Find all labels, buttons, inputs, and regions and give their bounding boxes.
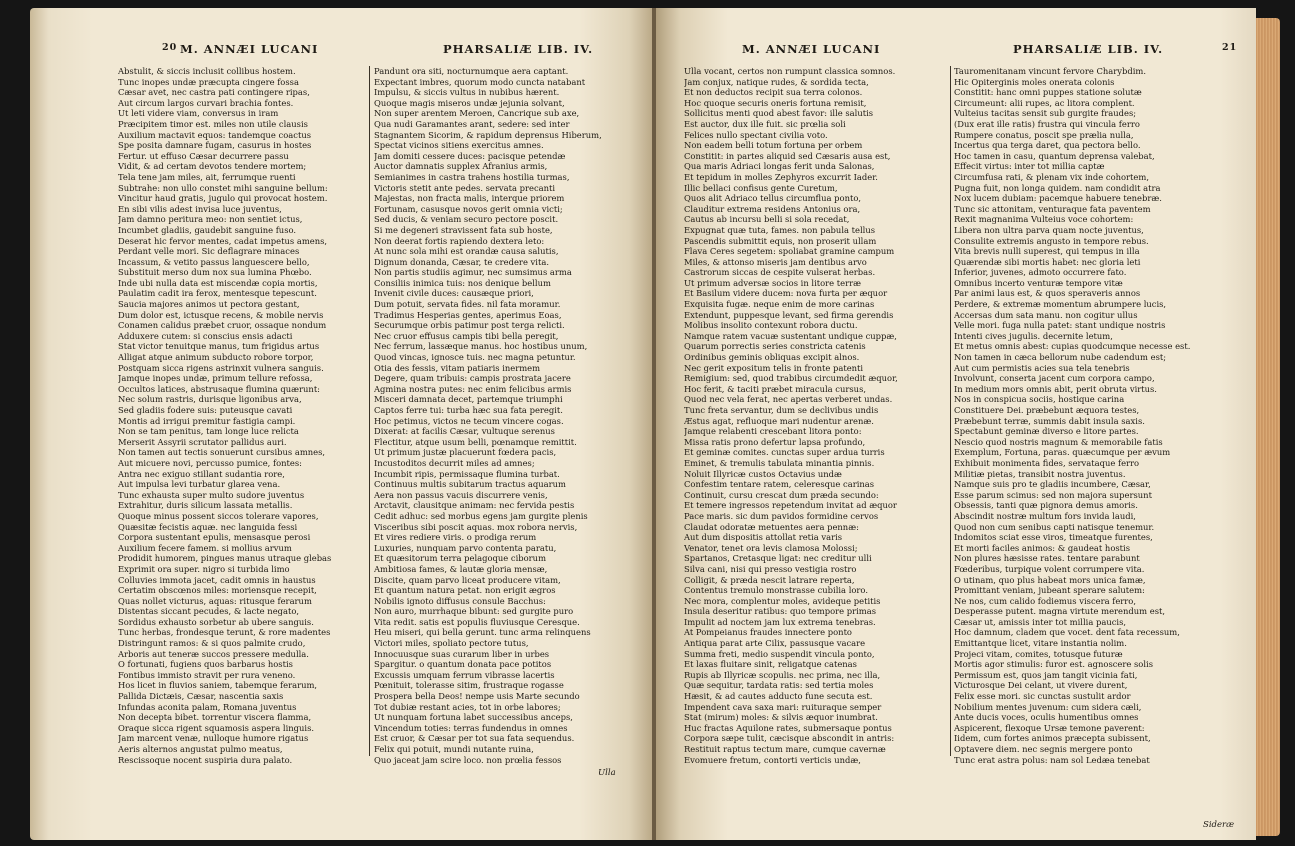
verse-line: Misceri damnata decet, partemque triumphi (374, 394, 563, 405)
verse-line: Sed gladiis fodere suis: puteusque cavati (118, 405, 293, 415)
column-rule (950, 66, 951, 756)
verse-line: Dum dolor est, ictusque recens, & mobile nervis (118, 309, 324, 320)
verse-line: Involvunt, conserta jacent cum corpora campo, (954, 373, 1155, 384)
verse-line: Cæsar ut, amissis inter tot millia paucis, (954, 616, 1127, 627)
verse-line: Non plures hæsisse rates. tentare parabunt (954, 553, 1140, 564)
verse-line: Si me degeneri stravissent fata sub hoste, (374, 224, 553, 235)
verse-line: Qua nudi Garamantes arant, sedere: sed inter (374, 118, 570, 129)
verse-line: Tunc freta servantur, dum se declivibus undis (684, 405, 879, 415)
verse-line: Non deerat fortis rapiendo dextera leto: (374, 235, 545, 246)
verse-line: Nescio quod nostris magnum & memorabile fatis (954, 436, 1163, 447)
verse-line: Ne nos, cum calido fodiemus viscera ferro, (954, 595, 1137, 606)
verse-line: Contentus tremulo monstrasse cubilia loro. (684, 585, 868, 596)
verse-line: Inde ubi nulla data est miscendæ copia mortis, (118, 277, 318, 288)
verse-line: Incustoditos decurrit miles ad amnes; (374, 457, 535, 468)
verse-line: Jam domiti cessere duces: pacisque petendæ (374, 150, 566, 161)
verse-line: Tela tene jam miles, ait, ferrumque ruenti (118, 171, 296, 182)
verse-line: Tunc herbas, frondesque terunt, & rore madentes (118, 627, 331, 638)
verse-line: Exhibuit monimenta fides, servataque ferro (954, 457, 1140, 468)
verse-line: Victurosque Dei celant, ut vivere durent, (954, 680, 1128, 691)
verse-line: Velle mori. fuga nulla patet: stant undique nostris (954, 320, 1166, 331)
verse-line: Insula deseritur ratibus: quo tempore primas (684, 606, 877, 617)
verse-line: Tunc sic attonitam, venturaque fata paventem (954, 203, 1151, 214)
verse-line: Corpora sustentant epulis, mensasque perosi (118, 532, 311, 543)
verse-line: Luxuries, nunquam parvo contenta paratu, (374, 542, 557, 553)
verse-line: Degere, quam tribuis: campis prostrata jacere (374, 373, 571, 384)
verse-line: Tradimus Hesperias gentes, aperimus Eoas, (374, 309, 562, 320)
verse-line: Omnibus incerto venturæ tempore vitæ (954, 277, 1123, 288)
verse-line: Restituit raptus tectum mare, cumque cavernæ (684, 744, 886, 754)
verse-line: Fœderibus, turpique volent corrumpere vita. (954, 563, 1145, 574)
verse-line: Constituere Dei. præbebunt æquora testes, (954, 405, 1140, 415)
verse-line: Consulite extremis angusto in tempore rebus. (954, 235, 1149, 246)
verse-line: Continuus multis subitarum tractus aquarum (374, 479, 566, 490)
verse-line: Hoc petimus, victos ne tecum vincere cogas. (374, 415, 564, 426)
verse-line: Hæsit, & ad cautes adducto fune secuta est. (684, 691, 873, 702)
verse-line: Clauditur extrema residens Antonius ora, (684, 203, 861, 214)
verse-line: Aut micuere novi, percusso pumice, fontes: (118, 457, 302, 468)
verse-line: Ante ducis voces, oculis humentibus omnes (954, 712, 1139, 723)
verse-line: Et laxas fluitare sinit, religatque catenas (684, 659, 857, 670)
verse-line: Antiqua parat arte Cilix, passusque vacare (684, 638, 866, 649)
verse-line: Et metus omnis abest: cupias quodcumque necesse est. (954, 341, 1191, 352)
verse-line: Jam conjux, natique rudes, & sordida tecta, (684, 76, 869, 87)
verse-line: Quos alit Adriaco tellus circumflua ponto, (684, 193, 862, 204)
verse-line: Mortis agor stimulis: furor est. agnoscere solis (954, 659, 1154, 670)
verse-line: At Pompeianus fraudes innectere ponto (684, 627, 852, 638)
verse-line: Stat (mirum) moles: & silvis æquor inumbrat. (684, 712, 878, 723)
right-header-author: M. ANNÆI LUCANI (742, 42, 881, 56)
verse-line: Quæ sequitur, tardata ratis: sed tertia moles (684, 680, 874, 691)
verse-line: Circumeunt: alii rupes, ac litora complent. (954, 97, 1135, 108)
verse-line: Discite, quam parvo liceat producere vitam, (374, 574, 561, 585)
verse-line: Colluvies immota jacet, cadit omnis in haustus (118, 574, 316, 585)
verse-line: Non partis studiis agimur, nec sumsimus arma (374, 267, 572, 278)
verse-line: Miles, & attonso miseris jam dentibus arvo (684, 256, 867, 267)
verse-line: Felix esse mori. sic cunctas sustulit ardor (954, 691, 1131, 702)
verse-line: Remigium: sed, quod trabibus circumdedit æquor, (684, 373, 898, 384)
verse-line: Rexit magnanima Vulteius voce cohortem: (954, 214, 1134, 225)
verse-line: Hoc ferit, & taciti præbet miracula cursus, (684, 383, 867, 394)
verse-line: Hos licet in fluvios saniem, tabemque ferarum, (118, 680, 318, 691)
verse-line: Cedit adhuc: sed morbus egens jam gurgite plenis (374, 510, 588, 521)
verse-line: Postquam sicca rigens astrinxit vulnera sanguis. (118, 362, 324, 373)
verse-line: Silva cani, nisi qui presso vestigia rostro (684, 563, 857, 574)
verse-line: Aut circum largos curvari brachia fontes. (118, 97, 294, 108)
verse-line: Victoris stetit ante pedes. servata precanti (374, 182, 556, 193)
verse-line: Missa ratis prono defertur lapsa profundo, (684, 436, 866, 447)
verse-line: Expectant imbres, quorum modo cuncta natabant (374, 76, 586, 87)
verse-line: Pandunt ora siti, nocturnumque aera captant. (374, 66, 569, 76)
verse-line: Par animi laus est, & quos speraveris annos (954, 288, 1141, 299)
verse-line: Vidit, & ad certam devotos tendere mortem; (118, 161, 307, 172)
verse-line: Eminet, & tremulis tabulata minantia pinnis. (684, 457, 875, 468)
left-header-title: PHARSALIÆ LIB. IV. (443, 42, 594, 56)
verse-line: Dignum donanda, Cæsar, te credere vita. (374, 256, 549, 267)
verse-line: Est cruor, & Cæsar per tot sua fata sequendus. (374, 733, 575, 744)
verse-line: Exquisita fugæ. neque enim de more carinas (684, 299, 875, 310)
verse-line: Sollicitus menti quod abest favor: ille salutis (684, 108, 874, 119)
verse-line: Spectat vicinos sitiens exercitus amnes. (374, 140, 544, 151)
verse-line: Arctavit, clausitque animam: nec fervida pestis (374, 500, 575, 511)
verse-line: Extendunt, puppesque levant, sed firma gerendis (684, 309, 894, 320)
verse-line: Et vires rediere viris. o prodiga rerum (374, 532, 537, 543)
verse-line: Promittant veniam, jubeant sperare salutem: (954, 585, 1145, 596)
verse-line: Perdant velle mori. Sic deflagrare minaces (118, 246, 300, 257)
verse-line: Noluit Illyricæ custos Octavius undæ (684, 468, 842, 479)
verse-line: Tauromenitanam vincunt fervore Charybdim. (954, 66, 1146, 76)
verse-line: Vincendum toties: terras fundendus in omnes (374, 722, 568, 733)
verse-line: Intenti cives jugulis. decernite letum, (954, 330, 1113, 341)
verse-line: Abstulit, & siccis inclusit collibus hostem. (118, 66, 296, 76)
verse-line: (Dux erat ille ratis) frustra qui vincula ferro (954, 118, 1140, 129)
verse-line: Ut primum justæ placuerunt fœdera pacis, (374, 447, 557, 458)
verse-line: Effecit virtus: inter tot millia captæ (954, 161, 1105, 172)
verse-line: Est auctor, dux ille fuit. sic prœlia soli (684, 118, 846, 129)
verse-line: Obsessis, tanti quæ pignora demus amoris. (954, 500, 1138, 511)
verse-line: Tunc erat astra polus: nam sol Ledæa tenebat (954, 754, 1150, 765)
verse-line: Jamque inopes undæ, primum tellure refossa, (118, 373, 313, 384)
verse-line: Excussis umquam ferrum vibrasse lacertis (374, 669, 555, 680)
verse-line: Ordinibus geminis obliquas excipit alnos. (684, 352, 860, 363)
verse-line: Pugna fuit, non longa quidem. nam condidit atra (954, 182, 1161, 193)
verse-line: Tunc inopes undæ præcupta cingere fossa (118, 76, 299, 87)
verse-line: Fortunam, casusque novos gerit omnia victi; (374, 203, 563, 214)
right-header-title: PHARSALIÆ LIB. IV. (1013, 42, 1164, 56)
verse-line: Huc fractas Aquilone rates, submersaque pontus (684, 722, 892, 733)
verse-line: Heu miseri, qui bella gerunt. tunc arma relinquens (374, 627, 591, 638)
verse-line: Hoc damnum, cladem que vocet. dent fata recessum, (954, 627, 1180, 638)
verse-line: Certatim obscœnos miles: moriensque recepit, (118, 585, 317, 596)
verse-line: Non se tam penitus, tam longe luce relicta (118, 426, 299, 437)
verse-line: Occultos latices, abstrusaque flumina quærunt: (118, 383, 321, 394)
verse-line: Abscindit nostræ multum fors invida laudi, (954, 510, 1136, 521)
verse-line: Colligit, & præda nescit latrare reperta, (684, 574, 855, 585)
page-edges (1256, 18, 1280, 836)
verse-line: Et Basilum videre ducem: nova furta per æquor (684, 288, 888, 299)
verse-line: Et quæsitorum terra pelagoque ciborum (374, 553, 547, 564)
verse-line: Accersas dum sata manu. non cogitur ullus (954, 309, 1138, 320)
verse-line: Non super arentem Meroen, Cancrique sub axe, (374, 108, 580, 119)
verse-line: Hic Opiterginis moles onerata colonis (954, 76, 1115, 87)
verse-line: Hoc tamen in casu, quantum deprensa valebat, (954, 150, 1155, 161)
verse-line: Non auro, murrhaque bibunt: sed gurgite puro (374, 606, 574, 617)
left-page (30, 8, 654, 840)
verse-line: Circumfusa rati, & plenam vix inde cohortem, (954, 171, 1149, 182)
verse-line: Nec cruor effusus campis tibi bella peregit, (374, 330, 559, 341)
verse-line: Stagnantem Sicorim, & rapidum deprensus Hiberum, (374, 129, 602, 140)
verse-line: Et quantum natura petat. non erigit ægros (374, 585, 556, 596)
left-page-header (30, 42, 654, 62)
verse-line: Nec solum rastris, durisque ligonibus arva, (118, 394, 302, 405)
verse-line: Nec gerit expositum telis in fronte patenti (684, 362, 864, 373)
verse-line: Constitit: in partes aliquid sed Cæsaris ausa est, (684, 150, 891, 161)
verse-line: Militiæ pietas, transibit nostra juventus. (954, 468, 1126, 479)
verse-line: Optavere diem. nec segnis mergere ponto (954, 744, 1133, 754)
verse-line: Paulatim cadit ira ferox, mentesque tepescunt. (118, 288, 317, 299)
verse-line: Fontibus immisto stravit per rura veneno. (118, 669, 296, 680)
verse-line: Nec ferrum, lassæque manus. hoc hostibus unum, (374, 341, 588, 352)
verse-line: Aut cum permistis acies sua tela tenebris (954, 362, 1130, 373)
verse-line: Antra nec exiguo stillant sudantia rore, (118, 468, 285, 479)
left-page-number: 20 (162, 42, 178, 53)
verse-line: Claudat odoratæ metuentes aera pennæ: (684, 521, 859, 532)
verse-line: Quod vincas, ignosce tuis. nec magna petuntur. (374, 352, 576, 363)
verse-line: Evomuere fretum, contorti verticis undæ, (684, 754, 861, 765)
verse-line: Et non deductos recipit sua terra colonos. (684, 87, 863, 98)
right-page-header (656, 42, 1256, 62)
verse-line: Alligat atque animum subducto robore torpor, (118, 352, 314, 363)
verse-line: Auxilium fecere famem. si mollius arvum (118, 542, 292, 553)
verse-line: Incassum, & vetito passus languescere bello, (118, 256, 310, 267)
left-page-column-2 (374, 66, 626, 765)
right-page (656, 8, 1256, 840)
verse-line: Vita brevis nulli superest, qui tempus in illa (954, 246, 1140, 257)
verse-line: Auxilium mactavit equos: tandemque coactus (118, 129, 312, 140)
verse-line: Spargitur. o quantum donata pace potitos (374, 659, 552, 670)
verse-line: Incumbit ripis, permissaque flumina turbat. (374, 468, 560, 479)
verse-line: Castrorum siccas de cespite vulserat herbas. (684, 267, 876, 278)
verse-line: Jam marcent venæ, nulloque humore rigatus (118, 733, 309, 744)
verse-line: Confestim tentare ratem, celeresque carinas (684, 479, 875, 490)
verse-line: Et geminæ comites. cunctas super ardua turris (684, 447, 885, 458)
verse-line: Non tamen in cæca bellorum nube cadendum est; (954, 352, 1167, 363)
verse-line: Præbebunt terræ, summis dabit insula saxis. (954, 415, 1145, 426)
verse-line: Perdere, & extremæ momentum abrumpere lucis, (954, 299, 1167, 310)
verse-line: Innocuusque suas curarum liber in urbes (374, 648, 550, 659)
verse-line: Incumbet gladiis, gaudebit sanguine fuso. (118, 224, 297, 235)
verse-line: Exprimit ora super. nigro si turbida limo (118, 563, 290, 574)
verse-line: Namque suis pro te gladiis incumbere, Cæsar, (954, 479, 1151, 490)
verse-line: O utinam, quo plus habeat mors unica famæ, (954, 574, 1146, 585)
verse-line: Impulit ad noctem jam lux extrema tenebras. (684, 616, 876, 627)
verse-line: Subtrahe: non ullo constet mihi sanguine bellum: (118, 182, 328, 193)
verse-line: Emittantque licet, vitare instantia nolim. (954, 638, 1127, 649)
verse-line: Aut dum dispositis attollat retia varis (684, 532, 843, 543)
verse-line: In medium mors omnis abit, perit obruta virtus. (954, 383, 1157, 394)
verse-line: Montis ad irrigui premitur fastigia campi. (118, 415, 296, 426)
verse-line: Captos ferre tui: turba hæc sua fata peregit. (374, 405, 563, 415)
verse-line: Conamen calidus præbet cruor, ossaque nondum (118, 320, 327, 331)
verse-line: Quas nollet victurus, aquas: ritusque ferarum (118, 595, 312, 606)
verse-line: Vulteius tacitas sensit sub gurgite fraudes; (954, 108, 1137, 119)
verse-line: Ut nunquam fortuna labet successibus anceps, (374, 712, 573, 723)
verse-line: Nox lucem dubiam: pacemque habuere tenebræ. (954, 193, 1162, 204)
verse-line: Prospera bella Deos! nempe usis Marte secundo (374, 691, 580, 702)
verse-line: Arboris aut teneræ succos pressere medulla. (118, 648, 309, 659)
verse-line: Stat victor tenuitque manus, tum frigidus artus (118, 341, 320, 352)
verse-line: Æstus agat, refluoque mari nudentur arenæ. (684, 415, 874, 426)
verse-line: Extrahitur, duris silicum lassata metallis. (118, 500, 293, 511)
right-page-column-2 (954, 66, 1236, 765)
verse-line: Quod nec vela ferat, nec apertas verberet undas. (684, 394, 893, 405)
verse-line: Desperasse putent. magna virtute merendum est, (954, 606, 1166, 617)
verse-line: Victori miles, spoliato pectore tutus, (374, 638, 529, 649)
verse-line: Tunc exhausta super multo sudore juventus (118, 489, 305, 500)
verse-line: Incertus qua terga daret, qua pectora bello. (954, 140, 1141, 151)
right-catchword: Sideræ (1203, 820, 1235, 830)
verse-line: Cautus ab incursu belli si sola recedat, (684, 214, 850, 225)
verse-line: Rupis ab Illyricæ scopulis. nec prima, nec illa, (684, 669, 881, 680)
verse-line: Adduxere cutem: si conscius ensis adacti (118, 330, 293, 341)
verse-line: Nobilium mentes juvenum: cum sidera cæli, (954, 701, 1142, 712)
verse-line: Præcipitem timor est. miles non utile clausis (118, 118, 308, 129)
verse-line: Aeris alternos angustat pulmo meatus, (118, 744, 283, 754)
verse-line: Pace maris. sic dum pavidos formidine cervos (684, 510, 879, 521)
verse-line: Pascendis submittit equis, non proserit ullam (684, 235, 877, 246)
verse-line: Fertur. ut effuso Cæsar decurrere passu (118, 150, 289, 161)
verse-line: Summa freti, medio suspendit vincula ponto, (684, 648, 875, 659)
verse-line: Infundas aconita palam, Romana juventus (118, 701, 297, 712)
verse-line: Spartanos, Cretasque ligat: nec creditur ulli (684, 553, 872, 564)
verse-line: Felix qui potuit, mundi nutante ruina, (374, 744, 534, 754)
verse-line: Vita redit. satis est populis fluviusque Ceresque. (374, 616, 580, 627)
verse-line: Vincitur haud gratis, jugulo qui provocat hostem. (118, 193, 328, 204)
verse-line: Nobilis ignoto diffusus consule Bacchus: (374, 595, 546, 606)
verse-line: Non eadem belli totum fortuna per orbem (684, 140, 863, 151)
verse-line: Flava Ceres segetem: spoliabat gramine campum (684, 246, 895, 257)
verse-line: Et temere ingressos repetendum invitat ad æquor (684, 500, 897, 511)
verse-line: Ut leti videre viam, conversus in iram (118, 108, 279, 119)
verse-line: Deserat hic fervor mentes, cadat impetus amens, (118, 235, 328, 246)
verse-line: Projeci vitam, comites, totusque futuræ (954, 648, 1123, 659)
verse-line: Exemplum, Fortuna, paras. quæcumque per ævum (954, 447, 1171, 458)
column-rule (369, 66, 370, 756)
verse-line: Felices nullo spectant civilia voto. (684, 129, 828, 140)
verse-line: Constitit: hanc omni puppes statione solutæ (954, 87, 1142, 98)
verse-line: Jam damno peritura meo: non sentiet ictus, (118, 214, 303, 225)
verse-line: Non tamen aut tectis sonuerunt cursibus amnes, (118, 447, 326, 458)
verse-line: Securumque orbis patimur post terga relicti. (374, 320, 565, 331)
open-book (30, 8, 1280, 840)
verse-line: O fortunati, fugiens quos barbarus hostis (118, 659, 293, 670)
verse-line: Merserit Assyrii scrutator pallidus auri. (118, 436, 287, 447)
verse-line: Quoque minus possent siccos tolerare vapores, (118, 510, 319, 521)
verse-line: Ambitiosa fames, & lautæ gloria mensæ, (374, 563, 548, 574)
verse-line: Expugnat quæ tuta, fames. non pabula tellus (684, 224, 876, 235)
verse-line: Agmina nostra putes: nec enim felicibus armis (374, 383, 572, 394)
right-page-number: 21 (1222, 42, 1238, 53)
verse-line: Spe posita damnare fugam, casurus in hostes (118, 140, 312, 151)
verse-line: At nunc sola mihi est orandæ causa salutis, (374, 246, 559, 257)
verse-line: Prodidit humorem, pingues manus utraque glebas (118, 553, 332, 564)
verse-line: Consiliis inimica tuis: nos denique bellum (374, 277, 551, 288)
verse-line: Impendent cava saxa mari: ruituraque semper (684, 701, 882, 712)
verse-line: Sed ducis, & veniam securo pectore poscit. (374, 214, 559, 225)
verse-line: Inferior, juvenes, admoto occurrere fato. (954, 267, 1127, 278)
verse-line: Spectabunt geminæ diverso e litore partes. (954, 426, 1139, 437)
verse-line: En sibi vilis adest invisa luce juventus, (118, 203, 282, 214)
verse-line: Quoque magis miseros undæ jejunia solvant, (374, 97, 565, 108)
verse-line: Qua maris Adriaci longas ferit unda Salonas, (684, 161, 875, 172)
verse-line: Libera non ultra parva quam nocte juventus, (954, 224, 1144, 235)
verse-line: Substituit merso dum nox sua lumina Phœbo. (118, 267, 312, 278)
verse-line: Corpora sæpe tulit, cæcisque abscondit in antris: (684, 733, 895, 744)
verse-line: Ut primum adversæ socios in litore terræ (684, 277, 861, 288)
verse-line: Semianimes in castra trahens hostilia turmas, (374, 171, 570, 182)
verse-line: Sordidus exhausto sorbetur ab ubere sanguis. (118, 616, 314, 627)
verse-line: Majestas, non fracta malis, interque priorem (374, 193, 565, 204)
verse-line: Aspicerent, flexoque Ursæ temone paverent: (954, 722, 1145, 733)
verse-line: Tot dubiæ restant acies, tot in orbe labores; (374, 701, 561, 712)
right-page-column-1 (684, 66, 944, 765)
verse-line: Iidem, cum fortes animos præcepta subissent, (954, 733, 1151, 744)
left-catchword: Ulla (598, 768, 616, 778)
verse-line: Auctor damnatis supplex Afranius armis, (374, 161, 548, 172)
verse-line: Rumpere conatus, poscit spe prælia nulla, (954, 129, 1134, 140)
verse-line: Ulla vocant, certos non rumpunt classica somnos. (684, 66, 896, 76)
verse-line: Oraque sicca rigent squamosis aspera linguis. (118, 722, 315, 733)
verse-line: Saucia majores animos ut pectora gestant, (118, 299, 300, 310)
verse-line: Pallida Dictæis, Cæsar, nascentia saxis (118, 691, 284, 702)
left-header-author: M. ANNÆI LUCANI (180, 42, 319, 56)
verse-line: Quæsitæ fecistis aquæ. nec languida fessi (118, 521, 298, 532)
verse-line: Nos in conspicua sociis, hostique carina (954, 394, 1125, 405)
verse-line: Nec mora, complentur moles, avideque petitis (684, 595, 881, 606)
verse-line: Hoc quoque securis oneris fortuna remisit, (684, 97, 867, 108)
verse-line: Permissum est, quos jam tangit vicinia fati, (954, 669, 1138, 680)
verse-line: Quærendæ sibi mortis habet: nec gloria leti (954, 256, 1141, 267)
verse-line: Distentas siccant pecudes, & lacte negato, (118, 606, 300, 617)
verse-line: Non decepta bibet. torrentur viscera flamma, (118, 712, 312, 723)
verse-line: Quod non cum senibus capti natisque tenemur. (954, 521, 1155, 532)
verse-line: Impulsu, & siccis vultus in nubibus hærent. (374, 87, 560, 98)
verse-line: Aut impulsa levi turbatur glarea vena. (118, 479, 281, 490)
verse-line: Et tepidum in molles Zephyros excurrit Iader. (684, 171, 878, 182)
verse-line: Quarum porrectis series constricta catenis (684, 341, 866, 352)
verse-line: Esse parum scimus: sed non majora supersunt (954, 489, 1152, 500)
verse-line: Flectitur, atque usum belli, pœnamque remittit. (374, 436, 577, 447)
verse-line: Aera non passus vacuis discurrere venis, (374, 489, 548, 500)
verse-line: Otia des fessis, vitam patiaris inermem (374, 362, 541, 373)
verse-line: Illic bellaci confisus gente Curetum, (684, 182, 838, 193)
verse-line: Cæsar avet, nec castra pati contingere ripas, (118, 87, 310, 98)
verse-line: Molibus insolito contexunt robora ductu. (684, 320, 858, 331)
verse-line: Quo jaceat jam scire loco. non prœlia fessos (374, 754, 562, 765)
verse-line: Dixerat: at facilis Cæsar, vultuque serenus (374, 426, 555, 437)
verse-line: Indomitos sciat esse viros, timeatque furentes, (954, 532, 1153, 543)
verse-line: Distringunt ramos: & si quos palmite crudo, (118, 638, 306, 649)
verse-line: Et morti faciles animos: & gaudeat hostis (954, 542, 1131, 553)
verse-line: Pœnituit, tolerasse sitim, frustraque rogasse (374, 680, 564, 691)
verse-line: Rescissoque nocent suspiria dura palato. (118, 754, 293, 765)
verse-line: Visceribus sibi poscit aquas. mox robora nervis, (374, 521, 578, 532)
verse-line: Jamque relabenti crescebant litora ponto: (684, 426, 862, 437)
verse-line: Venator, tenet ora levis clamosa Molossi; (684, 542, 858, 553)
verse-line: Namque ratem vacuæ sustentant undique cuppæ, (684, 330, 897, 341)
left-page-column-1 (118, 66, 358, 765)
verse-line: Invenit civile duces: causæque priori, (374, 288, 534, 299)
verse-line: Continuit, cursu crescat dum præda secundo: (684, 489, 879, 500)
verse-line: Dum potuit, servata fides. nil fata moramur. (374, 299, 561, 310)
